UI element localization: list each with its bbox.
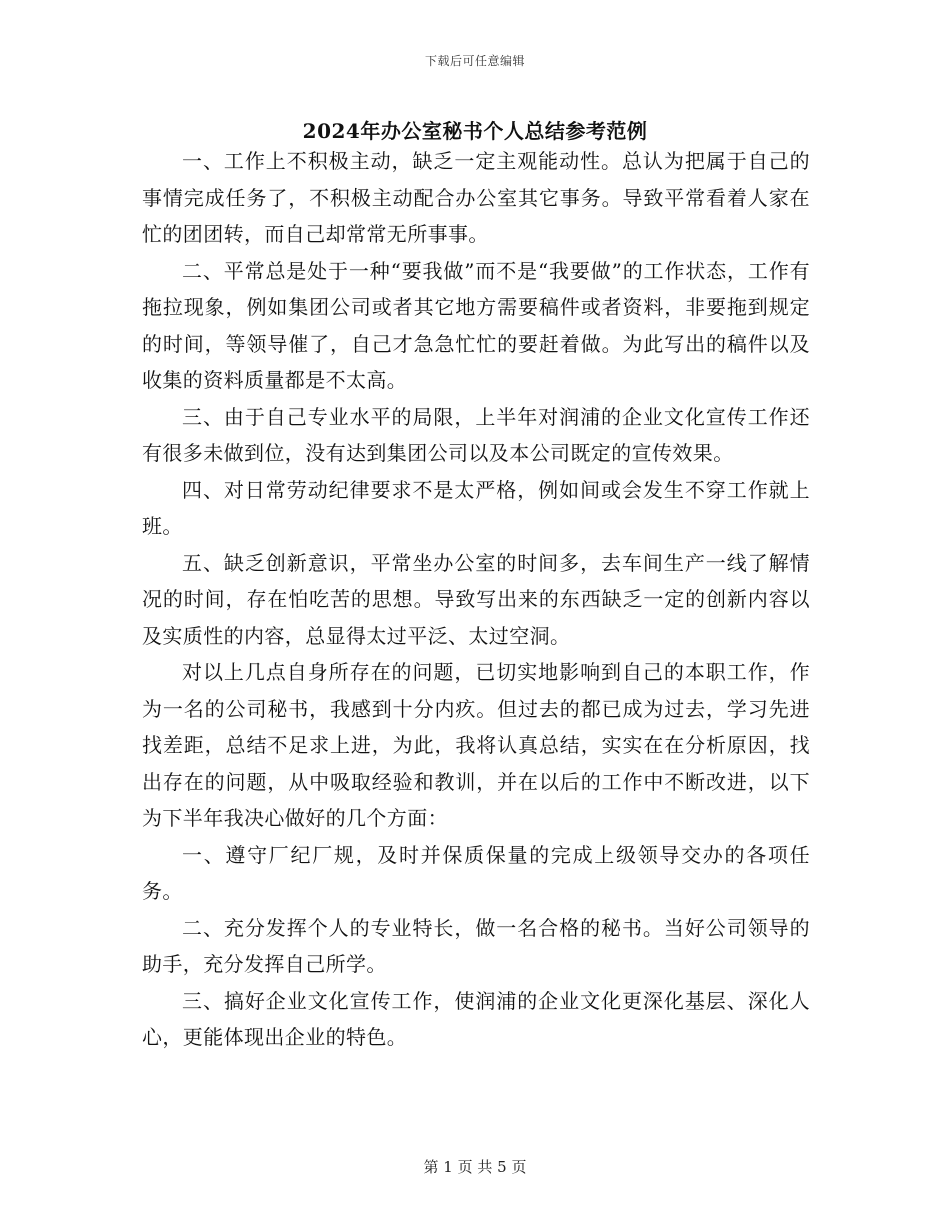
page-number-footer: 第 1 页 共 5 页 [423,1158,527,1176]
paragraph-1: 一、工作上不积极主动，缺乏一定主观能动性。总认为把属于自己的事情完成任务了，不积极主动配合办公室其它事务。导致平常看着人家在忙的团团转，而自己却常常无所事事。 [142,149,810,246]
paragraph-2: 二、平常总是处于一种“要我做”而不是“我要做”的工作状态，工作有拖拉现象，例如集团公司或者其它地方需要稿件或者资料，非要拖到规定的时间，等领导催了，自己才急急忙忙的要赶着做。为此写出的稿件以及收集的资料质量都是不太高。 [142,258,810,392]
paragraph-6: 对以上几点自身所存在的问题，已切实地影响到自己的本职工作，作为一名的公司秘书，我感到十分内疚。但过去的都已成为过去，学习先进找差距，总结不足求上进，为此，我将认真总结，实实在在分析原因，找出存在的问题，从中吸取经验和教训，并在以后的工作中不断改进，以下为下半年我决心做好的几个方面： [142,660,810,830]
header-note: 下载后可任意编辑 [424,54,525,68]
paragraph-3: 三、由于自己专业水平的局限，上半年对润浦的企业文化宣传工作还有很多未做到位，没有达到集团公司以及本公司既定的宣传效果。 [142,404,810,465]
paragraph-5: 五、缺乏创新意识，平常坐办公室的时间多，去车间生产一线了解情况的时间，存在怕吃苦的思想。导致写出来的东西缺乏一定的创新内容以及实质性的内容，总显得太过平泛、太过空洞。 [142,550,810,648]
paragraph-4: 四、对日常劳动纪律要求不是太严格，例如间或会发生不穿工作就上班。 [142,477,810,538]
document-title: 2024年办公室秘书个人总结参考范例 [302,119,648,143]
paragraph-8: 二、充分发挥个人的专业特长，做一名合格的秘书。当好公司领导的助手，充分发挥自己所学。 [142,915,810,976]
paragraph-7: 一、遵守厂纪厂规，及时并保质保量的完成上级领导交办的各项任务。 [142,842,810,903]
paragraph-9: 三、搞好企业文化宣传工作，使润浦的企业文化更深化基层、深化人心，更能体现出企业的特色。 [142,988,810,1049]
document-body [142,143,810,1056]
